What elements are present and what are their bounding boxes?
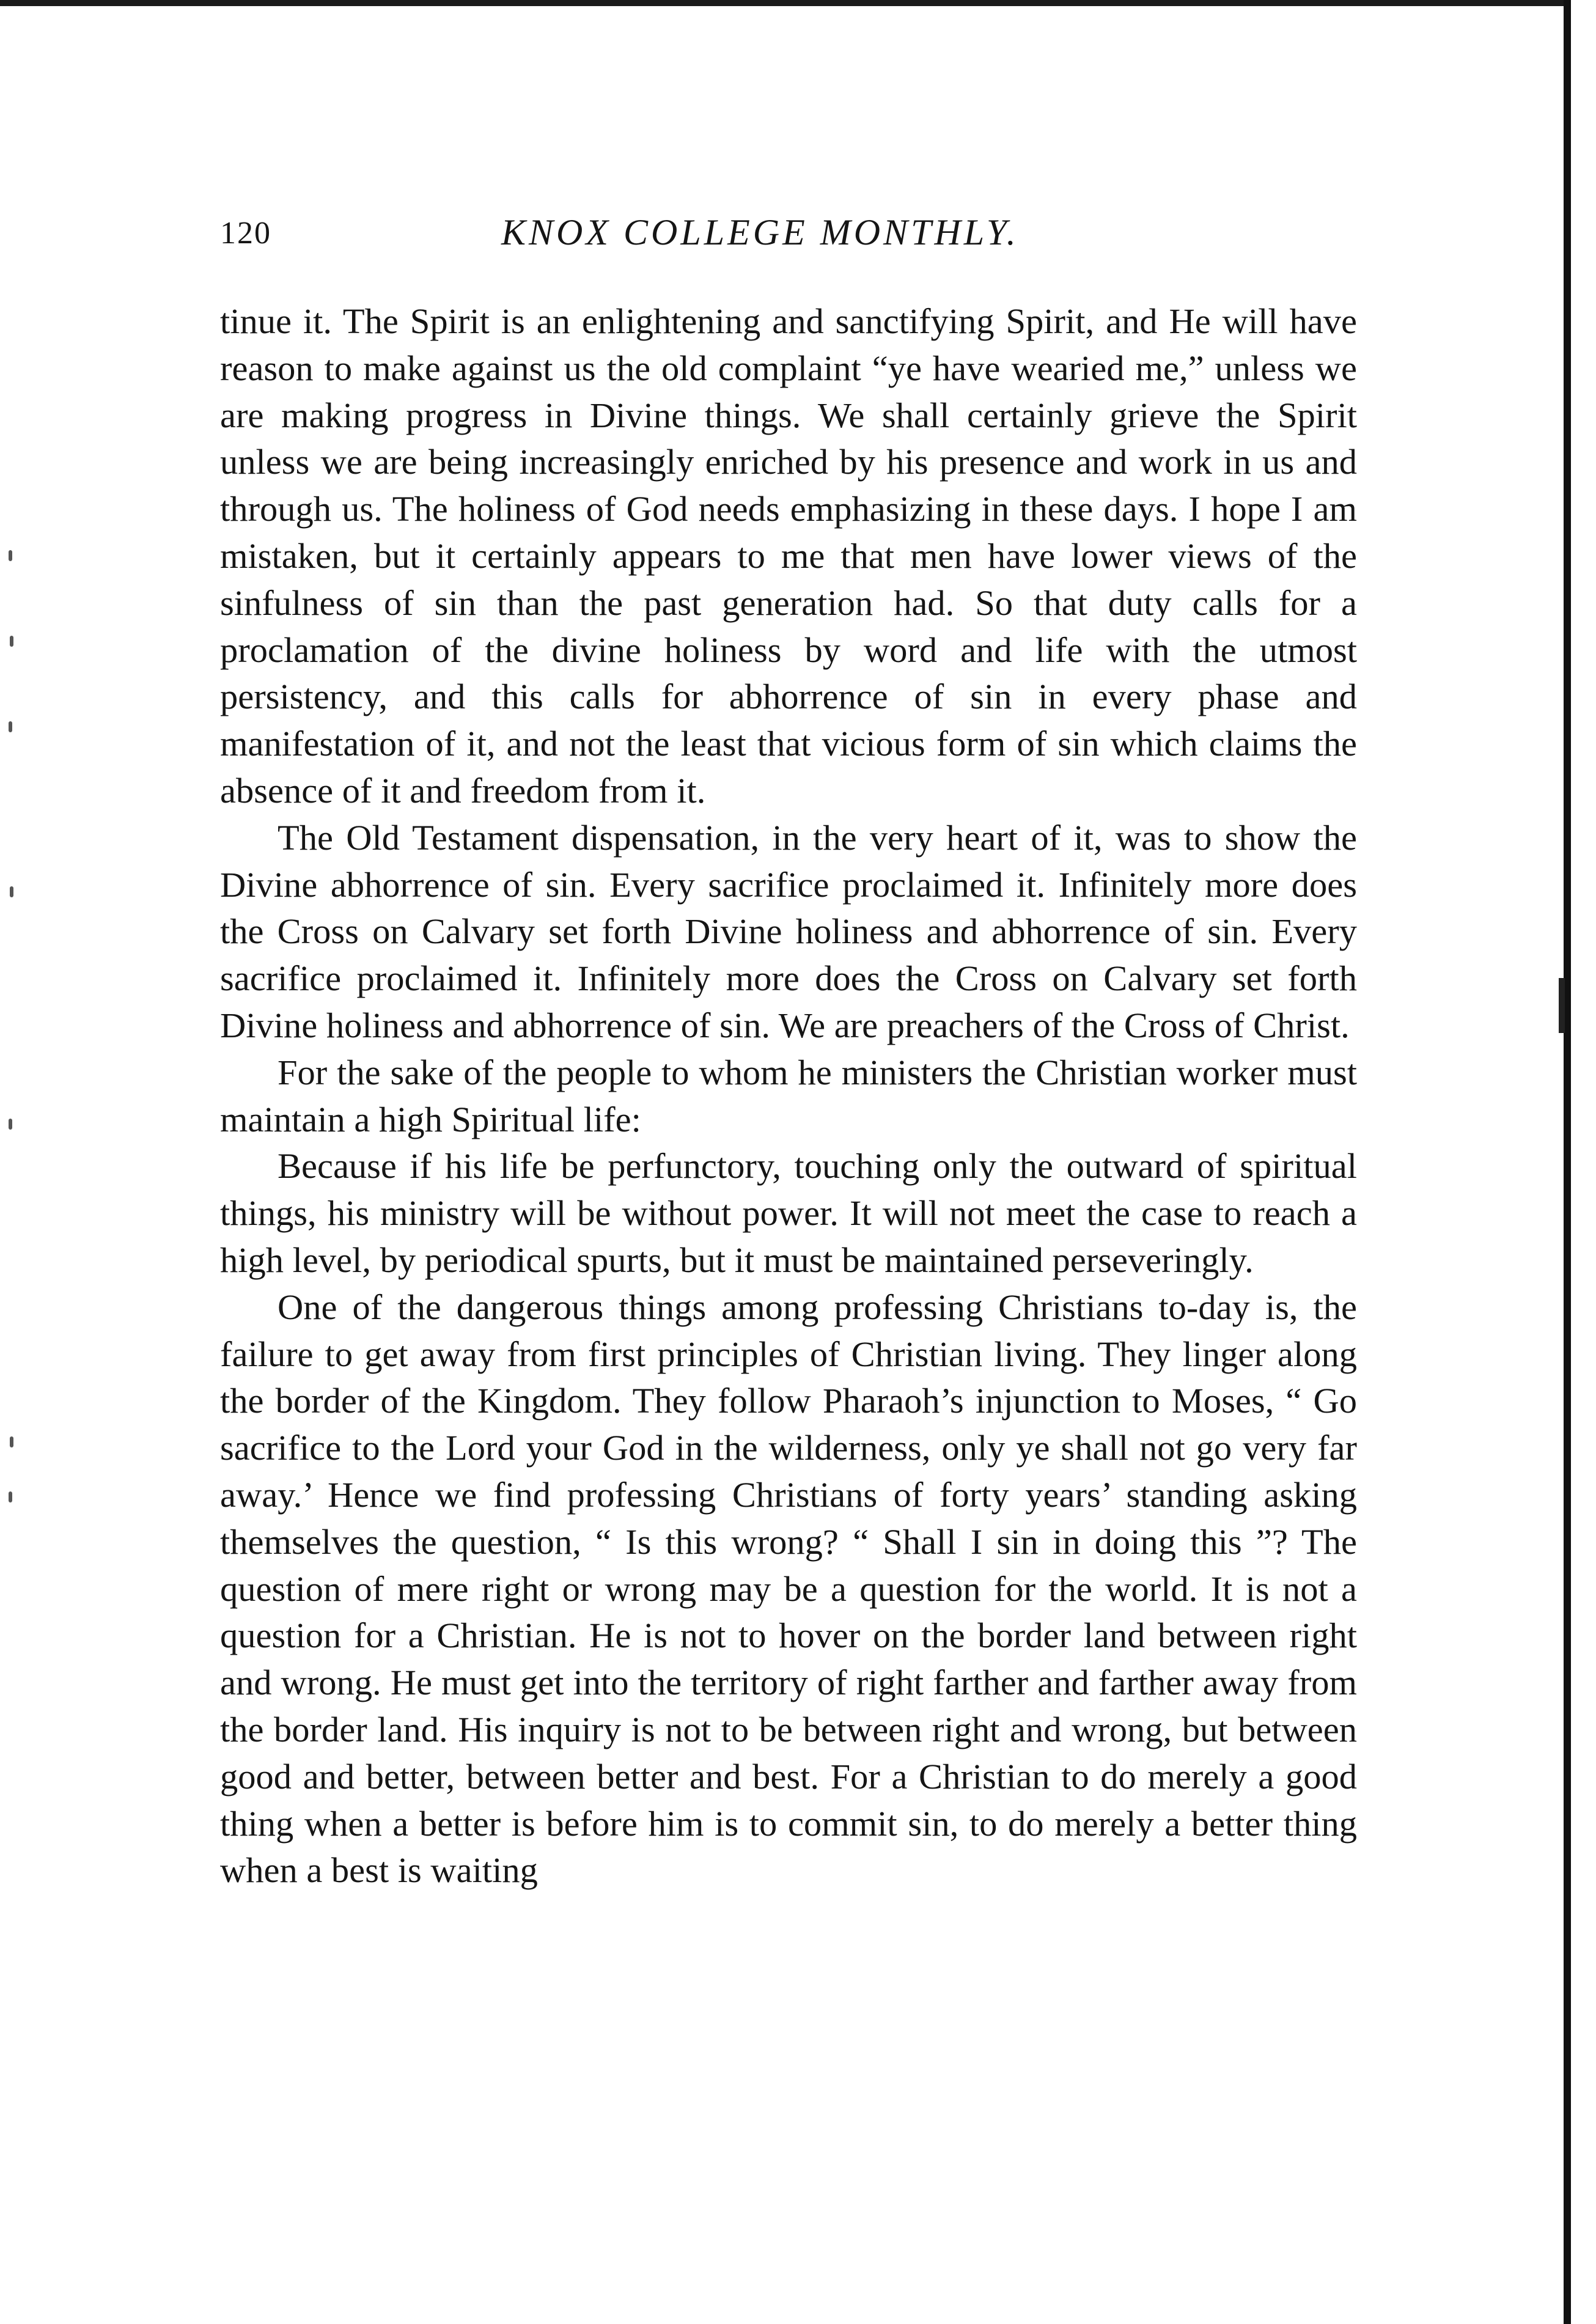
page-number: 120 bbox=[220, 216, 271, 251]
paragraph: The Old Testament dispensation, in the very heart of it, was to show the Divine abhorrence of sin. Every sacrifice proclaimed it. Infinitely more does the Cross on Calvary set forth Divine holiness and abhorrence of sin. Every sacrifice proclaimed it. Infinitely more does the Cross on Calvary set forth Divine holiness and abhorrence of sin. We are preachers of the Cross of Christ. bbox=[220, 817, 1357, 1045]
margin-speck bbox=[9, 550, 12, 561]
margin-speck bbox=[9, 1119, 12, 1130]
paragraph: For the sake of the people to whom he ministers the Christian worker must maintain a high Spiritual life: bbox=[220, 1052, 1357, 1139]
margin-speck bbox=[10, 1436, 13, 1447]
page-edge-rule bbox=[1564, 0, 1571, 2324]
margin-speck bbox=[10, 636, 13, 647]
margin-speck bbox=[10, 886, 13, 897]
paragraph: One of the dangerous things among professing Christians to-day is, the failure to get away from first principles of Christian living. They linger along the border of the Kingdom. They follow Pharaoh’s injunction to Moses, “ Go sacrifice to the Lord your God in the wilderness, only ye shall not go very far away.’ Hence we find professing Christians of forty years’ standing asking themselves the question, “ Is this wrong? “ Shall I sin in doing this ”? The question of mere right or wrong may be a question for the world. It is not a question for a Christian. He is not to hover on the border land between right and wrong. He must get into the territory of right farther and farther away from the border land. His inquiry is not to be between right and wrong, but between good and better, between better and best. For a Christian to do merely a good thing when a better is before him is to commit sin, to do merely a better thing when a best is waiting bbox=[220, 1287, 1357, 1891]
page-edge-mark bbox=[1559, 978, 1565, 1033]
left-margin-specks bbox=[0, 0, 24, 2324]
running-head: KNOX COLLEGE MONTHLY. bbox=[501, 212, 1019, 252]
page-header bbox=[220, 212, 1369, 264]
paragraph: Because if his life be perfunctory, touching only the outward of spiritual things, his ministry will be without power. It will not meet the case to reach a high level, by periodical spurts, but it must be maintained perseveringly. bbox=[220, 1146, 1357, 1280]
paragraph-continued: tinue it. The Spirit is an enlightening and sanctifying Spirit, and He will have reason to make against us the old complaint “ye have wearied me,” unless we are making progress in Divine things. We shall certainly grieve the Spirit unless we are being increasingly enriched by his presence and work in us and through us. The holiness of God needs emphasizing in these days. I hope I am mistaken, but it certainly appears to me that men have lower views of the sinfulness of sin than the past generation had. So that duty calls for a proclamation of the divine holiness by word and life with the utmost persistency, and this calls for abhorrence of sin in every phase and manifestation of it, and not the least that vicious form of sin which claims the absence of it and freedom from it. bbox=[220, 301, 1357, 811]
margin-speck bbox=[9, 1491, 12, 1502]
body-text bbox=[220, 298, 1357, 1894]
margin-speck bbox=[9, 721, 12, 732]
top-border-rule bbox=[0, 0, 1565, 6]
